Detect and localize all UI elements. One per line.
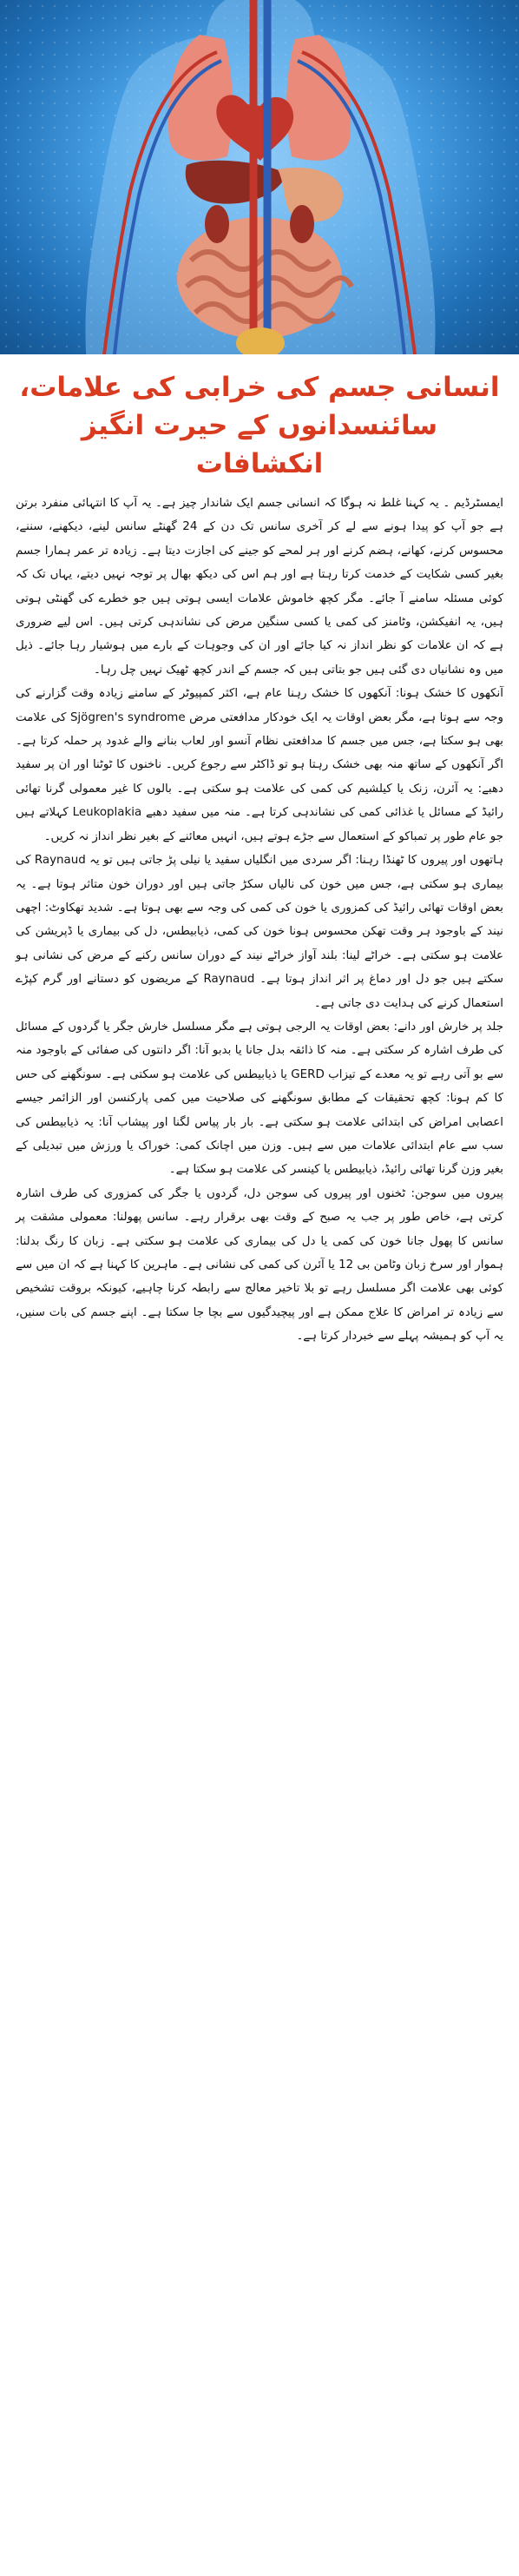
- article-paragraph: ہاتھوں اور پیروں کا ٹھنڈا رہنا: اگر سردی میں انگلیاں سفید یا نیلی پڑ جاتی ہیں تو یہ Raynaud کی بیماری ہو سکتی ہے، جس میں خون کی نالیاں سکڑ جاتی ہیں اور دوران خون متاثر ہوتا ہے۔ یہ بعض اوقات تھائی رائیڈ کی کمزوری یا خون کی کمی کی وجہ سے بھی ہوتا ہے۔ شدید تھکاوٹ: اچھی نیند کے باوجود ہر وقت تھکن محسوس ہونا خون کی کمی، ذیابیطس، دل کی بیماری یا ڈپریشن کی علامت ہو سکتی ہے۔ خراٹے لینا: بلند آواز خراٹے نیند کے دوران سانس رکنے کے مرض کی نشانی ہو سکتے ہیں جو دل اور دماغ پر اثر انداز ہوتا ہے۔ Raynaud کے مریضوں کو دستانے اور گرم کپڑے استعمال کرنے کی ہدایت دی جاتی ہے۔: [16, 854, 503, 1010]
- article-paragraph: جلد پر خارش اور دانے: بعض اوقات یہ الرجی ہوتی ہے مگر مسلسل خارش جگر یا گردوں کے مسائل کی طرف اشارہ کر سکتی ہے۔ منہ کا ذائقہ بدل جانا یا بدبو آنا: اگر دانتوں کی صفائی کے باوجود منہ سے بو آتی رہے تو یہ معدے کے تیزاب GERD یا ذیابیطس کی علامت ہو سکتی ہے۔ سونگھنے کی حس کا کم ہونا: کچھ تحقیقات کے مطابق سونگھنے کی صلاحیت میں کمی پارکنسن اور الزائمر جیسے اعصابی امراض کی ابتدائی علامت ہو سکتی ہے۔ بار بار پیاس لگنا اور پیشاب آنا: یہ ذیابیطس کی سب سے عام ابتدائی علامات میں سے ہیں۔ وزن میں اچانک کمی: خوراک یا ورزش میں تبدیلی کے بغیر وزن گرنا تھائی رائیڈ، ذیابیطس یا کینسر کی علامت ہو سکتا ہے۔: [16, 1020, 504, 1177]
- headline-container: [0, 354, 519, 492]
- article-body: [0, 492, 519, 1349]
- human-anatomy-illustration-icon: [0, 0, 519, 354]
- hero-image: [0, 0, 519, 354]
- article-paragraph: آنکھوں کا خشک ہونا: آنکھوں کا خشک رہنا عام ہے، اکثر کمپیوٹر کے سامنے زیادہ وقت گزارنے کی وجہ سے ہوتا ہے، مگر بعض اوقات یہ ایک خودکار مدافعتی مرض Sjögren's syndrome کی علامت بھی ہو سکتا ہے، جس میں جسم کا مدافعتی نظام آنسو اور لعاب بنانے والے غدود پر حملہ کرتا ہے۔ اگر آنکھوں کے ساتھ منہ بھی خشک رہتا ہو تو ڈاکٹر سے رجوع کریں۔ ناخنوں کا ٹوٹنا اور ان پر سفید دھبے: یہ آئرن، زنک یا کیلشیم کی کمی کی علامت ہو سکتی ہے۔ بالوں کا غیر معمولی گرنا تھائی رائیڈ کے مسائل یا غذائی کمی کی نشاندہی کرتا ہے۔ منہ میں سفید دھبے Leukoplakia کہلاتے ہیں جو عام طور پر تمباکو کے استعمال سے جڑے ہوتے ہیں، انہیں معائنے کے بغیر نظر انداز نہ کریں۔: [16, 687, 503, 843]
- article-paragraph: ایمسٹرڈیم ۔ یہ کہنا غلط نہ ہوگا کہ انسانی جسم ایک شاندار چیز ہے۔ یہ آپ کا انتہائی منفرد برتن ہے جو آپ کو پیدا ہونے سے لے کر آخری سانس تک دن کے 24 گھنٹے سانس لینے، دیکھنے، سننے، محسوس کرنے، کھانے، ہضم کرنے اور ہر لمحے کو جینے کی اجازت دیتا ہے۔ زیادہ تر عمر ہمارا جسم بغیر کسی شکایت کے خدمت کرتا رہتا ہے اور ہم اس کی دیکھ بھال پر توجہ نہیں دیتے، یہاں تک کہ کوئی مسئلہ سامنے آ جائے۔ مگر کچھ خاموش علامات ایسی ہوتی ہیں جو خطرے کی گھنٹی ہوتی ہیں، یہ انفیکشن، وٹامنز کی کمی یا کسی سنگین مرض کی نشاندہی کرتی ہیں۔ اس لیے ضروری ہے کہ ان علامات کو نظر انداز نہ کیا جائے اور ان کی وجوہات کے بارے میں ہوشیار رہا جائے۔ ذیل میں وہ نشانیاں دی گئی ہیں جو بتاتی ہیں کہ جسم کے اندر کچھ ٹھیک نہیں چل رہا۔: [16, 497, 504, 677]
- article-headline: انسانی جسم کی خرابی کی علامات، سائنسدانوں کے حیرت انگیز انکشافات: [19, 372, 500, 479]
- article-paragraph: پیروں میں سوجن: ٹخنوں اور پیروں کی سوجن دل، گردوں یا جگر کی کمزوری کی طرف اشارہ کرتی ہے، خاص طور پر جب یہ صبح کے وقت بھی برقرار رہے۔ سانس پھولنا: معمولی مشقت پر سانس کا پھول جانا خون کی کمی یا دل کی بیماری کی علامت ہو سکتی ہے۔ زبان کا رنگ بدلنا: ہموار اور سرخ زبان وٹامن بی 12 یا آئرن کی کمی کی نشانی ہے۔ ماہرین کا کہنا ہے کہ ان میں سے کوئی بھی علامت اگر مسلسل رہے تو بلا تاخیر معالج سے رابطہ کرنا چاہیے، کیونکہ بروقت تشخیص سے زیادہ تر امراض کا علاج ممکن ہے اور پیچیدگیوں سے بچا جا سکتا ہے۔ اپنے جسم کی بات سنیں، یہ آپ کو ہمیشہ پہلے سے خبردار کرتا ہے۔: [16, 1186, 503, 1344]
